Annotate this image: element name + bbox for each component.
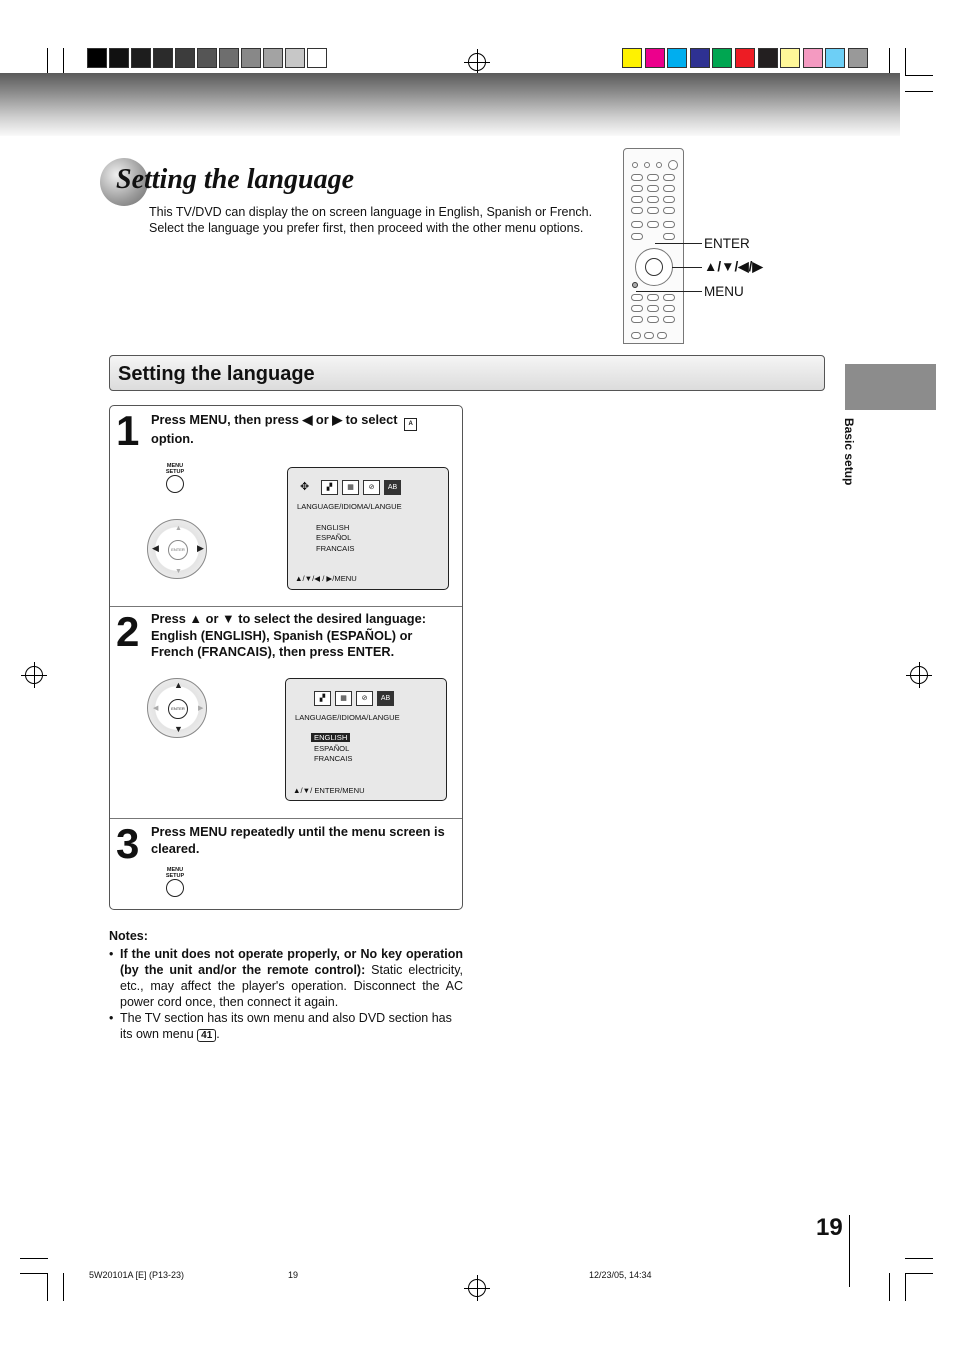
crop-mark [905, 48, 906, 76]
enter-button-icon: ENTER [168, 540, 188, 560]
osd-tab-icons [314, 691, 394, 706]
footer-doc-code: 5W20101A [E] (P13-23) [89, 1270, 185, 1280]
step-number: 2 [116, 608, 140, 655]
dpad-up-down-icon [147, 678, 207, 738]
color-swatch [645, 48, 665, 68]
color-swatch [712, 48, 732, 68]
crop-mark [889, 48, 890, 76]
arrows-callout: ▲/▼/◀/▶ [704, 259, 763, 274]
step-number: 1 [116, 407, 140, 454]
osd-heading: LANGUAGE/IDIOMA/LANGUE [297, 502, 402, 511]
page-reference: 41 [197, 1029, 216, 1042]
enter-callout: ENTER [704, 236, 750, 251]
menu-callout: MENU [704, 284, 744, 299]
crop-mark [47, 1273, 48, 1301]
gray-swatch [285, 48, 305, 68]
osd-lock-icon: ⊘ [356, 691, 373, 706]
osd-nav-icon: ✥ [300, 481, 310, 493]
gray-swatch [219, 48, 239, 68]
setup-label: SETUP [165, 873, 185, 879]
crop-mark [47, 48, 48, 76]
crop-mark [905, 1273, 933, 1274]
step-divider [110, 818, 462, 819]
note-text: The TV section has its own menu and also DVD section has its own menu [120, 1011, 452, 1041]
arrow-down-icon: ▼ [174, 724, 183, 734]
crop-mark [20, 1258, 48, 1259]
osd-item: ENGLISH [316, 523, 350, 532]
gray-swatch [109, 48, 129, 68]
osd-item: ESPAÑOL [314, 744, 350, 753]
arrow-down-icon: ▼ [175, 568, 182, 575]
color-swatch [667, 48, 687, 68]
osd-screen [287, 467, 449, 590]
dpad-left-right-icon [147, 519, 207, 579]
note-item [109, 1010, 463, 1042]
arrow-left-icon: ◀ [153, 705, 159, 712]
footer-date: 12/23/05, 14:34 [589, 1270, 652, 1280]
section-heading-text: Setting the language [118, 363, 315, 385]
step-1-text: Press MENU, then press ◀ or ▶ to select [151, 412, 398, 427]
language-tab-icon: A [404, 418, 417, 431]
osd-setup-icon: ▦ [342, 480, 359, 495]
osd-item-selected [311, 733, 350, 744]
registration-mark-icon [468, 1279, 486, 1297]
step-1-instruction [151, 412, 451, 448]
crop-mark [63, 48, 64, 76]
page-number: 19 [816, 1214, 843, 1241]
crop-mark [905, 75, 933, 76]
gray-swatch [153, 48, 173, 68]
arrow-up-icon: ▲ [174, 680, 183, 690]
registration-mark-icon [468, 53, 486, 71]
header-band [0, 73, 900, 136]
crop-mark [889, 1273, 890, 1301]
color-swatch [758, 48, 778, 68]
osd-screen [285, 678, 447, 801]
osd-item-highlight: ENGLISH [311, 733, 350, 742]
gray-swatch [307, 48, 327, 68]
crop-mark [905, 1273, 906, 1301]
note-end: . [216, 1027, 220, 1041]
gray-swatch [197, 48, 217, 68]
step-divider [110, 606, 462, 607]
callout-line [672, 267, 702, 268]
gray-swatch [241, 48, 261, 68]
osd-heading: LANGUAGE/IDIOMA/LANGUE [295, 713, 400, 722]
osd-language-icon: AB [377, 691, 394, 706]
color-swatch [848, 48, 868, 68]
gray-swatch [87, 48, 107, 68]
step-number: 3 [116, 820, 140, 867]
arrow-right-icon: ▶ [198, 705, 204, 712]
section-heading [109, 355, 825, 391]
registration-mark-icon [25, 666, 43, 684]
color-swatch [622, 48, 642, 68]
osd-picture-icon: ▞ [321, 480, 338, 495]
remote-control-illustration [623, 148, 684, 344]
page-title: Setting the language [116, 164, 355, 195]
notes-heading: Notes: [109, 929, 148, 943]
menu-setup-button-icon [166, 879, 184, 897]
color-swatch [803, 48, 823, 68]
osd-item: ESPAÑOL [316, 533, 352, 542]
note-item [109, 946, 463, 1010]
footer-page: 19 [288, 1270, 299, 1280]
osd-language-icon: AB [384, 480, 401, 495]
color-swatch [690, 48, 710, 68]
crop-mark [63, 1273, 64, 1301]
osd-item: FRANCAIS [316, 544, 355, 553]
arrow-right-icon: ▶ [197, 543, 204, 553]
menu-label: MENU [166, 867, 184, 873]
note-text: Static electricity, etc., may affect the player's operation. Disconnect the AC power cord once, then connect it again. [120, 963, 463, 1009]
intro-text: This TV/DVD can display the on screen language in English, Spanish or French. Select the language you prefer first, then proceed with the other menu options. [149, 205, 593, 235]
callout-line [655, 243, 702, 244]
notes-block [109, 928, 463, 1042]
registration-mark-icon [910, 666, 928, 684]
menu-setup-label [163, 867, 187, 879]
osd-item: FRANCAIS [314, 754, 353, 763]
side-tab-label: Basic setup [842, 418, 856, 486]
osd-setup-icon: ▦ [335, 691, 352, 706]
enter-button-icon: ENTER [168, 699, 188, 719]
chapter-tab [845, 364, 936, 410]
osd-picture-icon: ▞ [314, 691, 331, 706]
menu-setup-button-icon [166, 475, 184, 493]
step-2-instruction: Press ▲ or ▼ to select the desired language: English (ENGLISH), Spanish (ESPAÑOL) or French (FRANCAIS), then press ENTER. [151, 611, 426, 659]
crop-mark [20, 1273, 48, 1274]
callout-line [636, 291, 702, 292]
steps-panel [109, 405, 463, 910]
arrow-up-icon: ▲ [175, 525, 182, 532]
color-swatch [735, 48, 755, 68]
note-bold-text: If the unit does not operate properly, or No key operation (by the unit and/or the remote control): [120, 947, 463, 977]
color-swatch [825, 48, 845, 68]
crop-mark [905, 1258, 933, 1259]
gray-swatch [131, 48, 151, 68]
crop-mark [905, 91, 933, 92]
menu-setup-label [163, 463, 187, 475]
page-divider-line [849, 1215, 850, 1287]
osd-footer: ▲/▼/ ENTER/MENU [293, 786, 365, 795]
color-swatch [780, 48, 800, 68]
gray-swatch [263, 48, 283, 68]
osd-tab-icons [300, 480, 401, 495]
step-1-text-end: option. [151, 431, 194, 446]
osd-footer: ▲/▼/◀ / ▶/MENU [295, 574, 357, 583]
arrow-left-icon: ◀ [152, 543, 159, 553]
step-3-instruction: Press MENU repeatedly until the menu screen is cleared. [151, 824, 445, 856]
osd-lock-icon: ⊘ [363, 480, 380, 495]
setup-label: SETUP [165, 469, 185, 475]
gray-swatch [175, 48, 195, 68]
menu-label: MENU [166, 463, 184, 469]
